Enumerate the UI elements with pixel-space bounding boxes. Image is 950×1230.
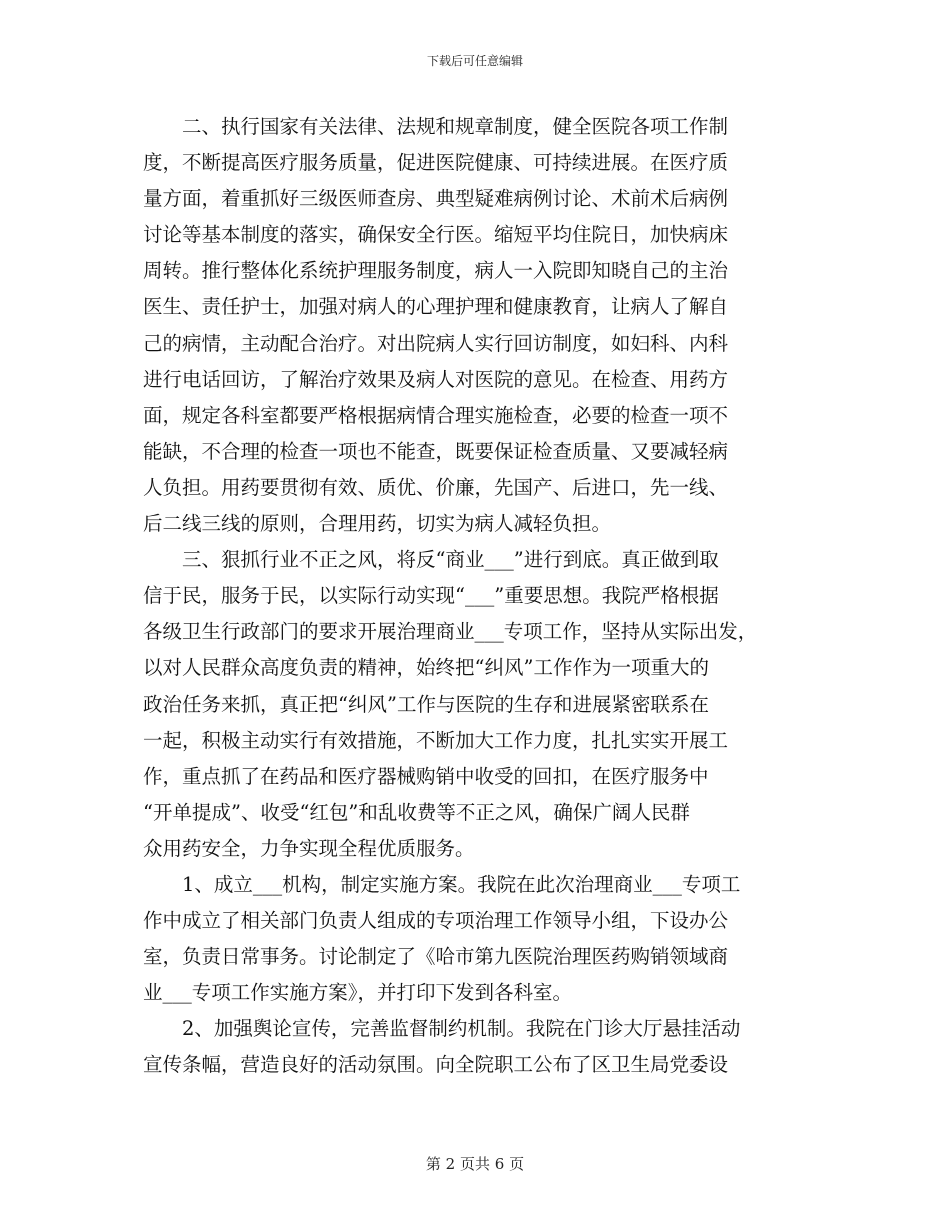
text-line: “开单提成”、收受“红包”和乱收费等不正之风，确保广阔人民群	[143, 800, 690, 824]
page-header: 下载后可任意编辑	[426, 54, 523, 68]
text-line: 人负担。用药要贯彻有效、质优、价廉，先国产、后进口，先一线、	[143, 475, 729, 499]
text-line: 业___专项工作实施方案》，并打印下发到各科室。	[143, 981, 573, 1005]
document-body	[143, 109, 813, 1084]
text-line: 一起，积极主动实行有效措施，不断加大工作力度，扎扎实实开展工	[143, 728, 729, 752]
text-line: 以对人民群众高度负责的精神，始终把“纠风”工作作为一项重大的	[143, 656, 709, 680]
text-line: 讨论等基本制度的落实，确保安全行医。缩短平均住院日，加快病床	[143, 223, 729, 247]
text-line: 宣传条幅，营造良好的活动氛围。向全院职工公布了区卫生局党委设	[143, 1053, 729, 1077]
page-number: 第 2 页共 6 页	[425, 1155, 525, 1173]
text-line: 2、加强舆论宣传，完善监督制约机制。我院在门诊大厅悬挂活动	[143, 1017, 741, 1041]
text-line: 量方面，着重抓好三级医师查房、典型疑难病例讨论、术前术后病例	[143, 187, 729, 211]
text-line: 三、狠抓行业不正之风，将反“商业___”进行到底。真正做到取	[143, 548, 719, 572]
text-line: 二、执行国家有关法律、法规和规章制度，健全医院各项工作制	[143, 115, 729, 138]
text-line: 后二线三线的原则，合理用药，切实为病人减轻负担。	[143, 512, 612, 536]
text-line: 各级卫生行政部门的要求开展治理商业___专项工作，坚持从实际出发，	[143, 620, 758, 644]
text-line: 能缺，不合理的检查一项也不能查，既要保证检查质量、又要减轻病	[143, 439, 729, 463]
text-line: 周转。推行整体化系统护理服务制度，病人一入院即知晓自己的主治	[143, 259, 729, 283]
text-line: 众用药安全，力争实现全程优质服务。	[143, 836, 475, 860]
text-line: 医生、责任护士，加强对病人的心理护理和健康教育，让病人了解自	[143, 295, 729, 319]
text-line: 室，负责日常事务。讨论制定了《哈市第九医院治理医药购销领域商	[143, 945, 729, 969]
text-line: 信于民，服务于民，以实际行动实现“___”重要思想。我院严格根据	[143, 584, 719, 608]
text-line: 政治任务来抓，真正把“纠风”工作与医院的生存和进展紧密联系在	[143, 692, 709, 716]
text-line: 进行电话回访，了解治疗效果及病人对医院的意见。在检查、用药方	[143, 367, 729, 391]
text-line: 度，不断提高医疗服务质量，促进医院健康、可持续进展。在医疗质	[143, 151, 729, 175]
text-line: 己的病情，主动配合治疗。对出院病人实行回访制度，如妇科、内科	[143, 331, 729, 355]
text-line: 作，重点抓了在药品和医疗器械购销中收受的回扣，在医疗服务中	[143, 764, 709, 788]
text-line: 1、成立___机构，制定实施方案。我院在此次治理商业___专项工	[143, 872, 741, 896]
text-line: 面，规定各科室都要严格根据病情合理实施检查，必要的检查一项不	[143, 403, 729, 427]
text-line: 作中成立了相关部门负责人组成的专项治理工作领导小组，下设办公	[143, 909, 729, 933]
